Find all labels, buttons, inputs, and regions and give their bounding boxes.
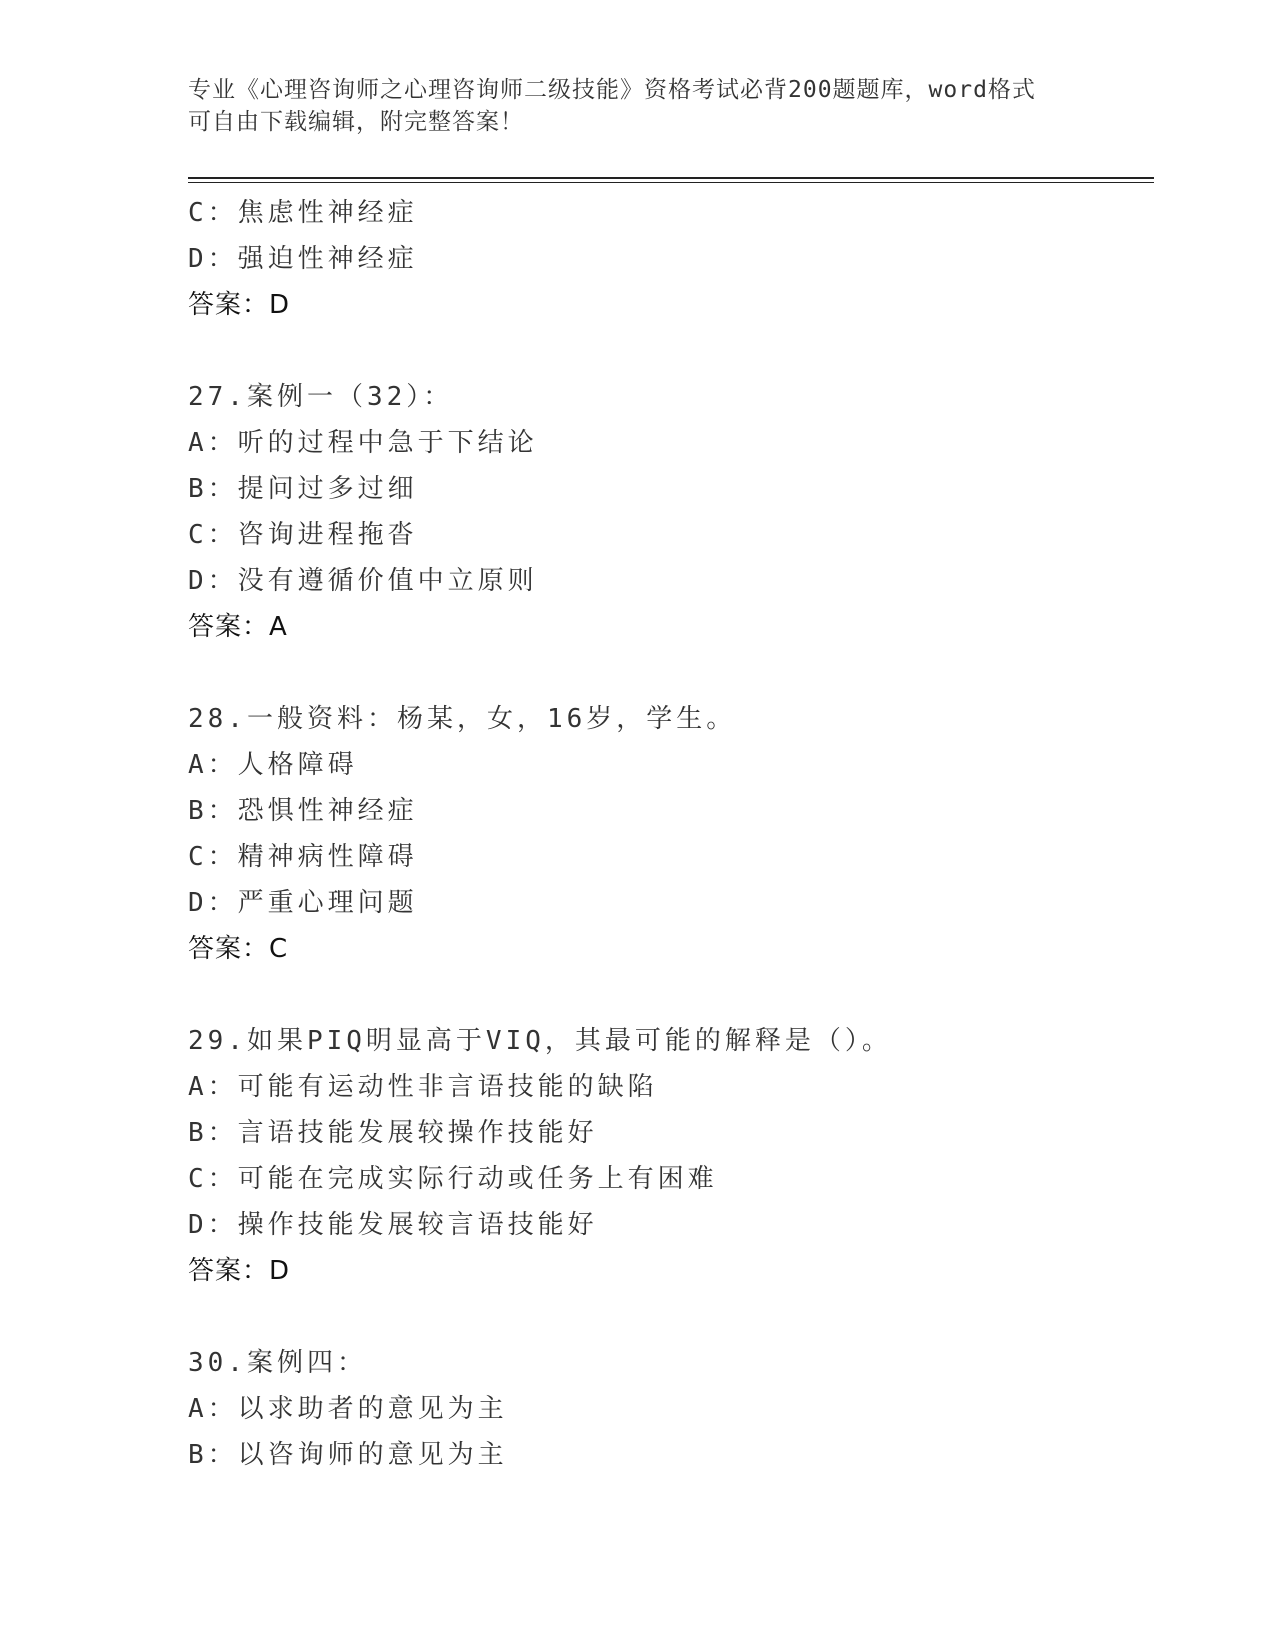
- spacer: [188, 1294, 1148, 1340]
- header-line-1: 专业《心理咨询师之心理咨询师二级技能》资格考试必背200题题库，word格式: [188, 77, 1036, 103]
- option-c: C：可能在完成实际行动或任务上有困难: [188, 1164, 718, 1194]
- option-b: B：以咨询师的意见为主: [188, 1440, 508, 1470]
- option-a: A：听的过程中急于下结论: [188, 428, 538, 458]
- spacer: [188, 328, 1148, 374]
- answer: 答案：D: [188, 1256, 291, 1286]
- question-29: [188, 1018, 1148, 1294]
- option-d: D：操作技能发展较言语技能好: [188, 1210, 598, 1240]
- question-list: [188, 190, 1148, 1478]
- page-header: [188, 74, 1088, 138]
- option-d: D：严重心理问题: [188, 888, 418, 918]
- option-d: D：强迫性神经症: [188, 244, 418, 274]
- option-b: B：言语技能发展较操作技能好: [188, 1118, 598, 1148]
- spacer: [188, 972, 1148, 1018]
- option-c: C：咨询进程拖沓: [188, 520, 418, 550]
- question-stem: 28.一般资料：杨某，女，16岁，学生。: [188, 704, 737, 734]
- question-28: [188, 696, 1148, 972]
- header-line-2: 可自由下载编辑，附完整答案！: [188, 109, 524, 135]
- option-a: A：人格障碍: [188, 750, 358, 780]
- question-30: [188, 1340, 1148, 1478]
- option-d: D：没有遵循价值中立原则: [188, 566, 538, 596]
- option-a: A：以求助者的意见为主: [188, 1394, 508, 1424]
- answer: 答案：A: [188, 612, 288, 642]
- answer: 答案：C: [188, 934, 289, 964]
- option-b: B：恐惧性神经症: [188, 796, 418, 826]
- option-b: B：提问过多过细: [188, 474, 418, 504]
- question-stem: 30.案例四：: [188, 1348, 367, 1378]
- option-c: C：精神病性障碍: [188, 842, 418, 872]
- question-27: [188, 374, 1148, 650]
- spacer: [188, 650, 1148, 696]
- header-rule-thick: [188, 177, 1154, 179]
- question-26: [188, 190, 1148, 328]
- answer: 答案：D: [188, 290, 291, 320]
- option-c: C：焦虑性神经症: [188, 198, 418, 228]
- option-a: A：可能有运动性非言语技能的缺陷: [188, 1072, 658, 1102]
- header-rule-thin: [188, 182, 1154, 183]
- question-stem: 29.如果PIQ明显高于VIQ，其最可能的解释是（）。: [188, 1026, 892, 1056]
- question-stem: 27.案例一（32）：: [188, 382, 454, 412]
